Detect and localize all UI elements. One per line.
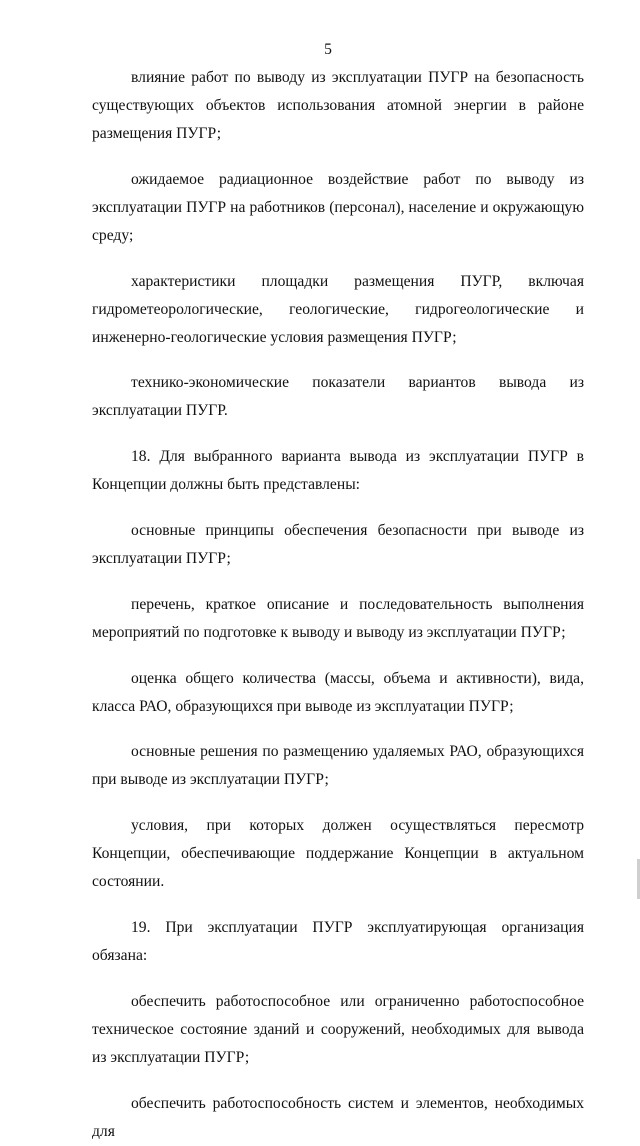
- paragraph-technical-economic-indicators: технико-экономические показатели вариантов вывода из эксплуатации ПУГР.: [92, 374, 584, 420]
- paragraph-concept-revision: условия, при которых должен осуществляться пересмотр Концепции, обеспечивающие поддержание Концепции в актуальном состоянии.: [92, 817, 584, 891]
- clause-19-heading: 19. При эксплуатации ПУГР эксплуатирующая организация обязана:: [92, 918, 584, 964]
- paragraph-rao-assessment: оценка общего количества (массы, объема и активности), вида, класса РАО, образующихся при выводе из эксплуатации ПУГР;: [92, 669, 584, 715]
- paragraph-radiation-impact: ожидаемое радиационное воздействие работ по выводу из эксплуатации ПУГР на работников (персонал), население и окружающую среду;: [92, 170, 584, 244]
- paragraph-safety-principles: основные принципы обеспечения безопасности при выводе из эксплуатации ПУГР;: [92, 521, 584, 567]
- paragraph-site-characteristics: характеристики площадки размещения ПУГР, включая гидрометеорологические, геологические, гидрогеологические и инженерно-геологические условия размещения ПУГР;: [92, 272, 584, 346]
- clause-18-heading: 18. Для выбранного варианта вывода из эксплуатации ПУГР в Концепции должны быть представлены:: [92, 448, 584, 494]
- paragraph-measures-list: перечень, краткое описание и последовательность выполнения мероприятий по подготовке к выводу и выводу из эксплуатации ПУГР;: [92, 595, 584, 641]
- paragraph-rao-placement: основные решения по размещению удаляемых РАО, образующихся при выводе из эксплуатации ПУГР;: [92, 743, 584, 789]
- page-number: 5: [324, 41, 332, 58]
- document-body: [92, 64, 584, 1146]
- paragraph-building-condition: обеспечить работоспособное или ограниченно работоспособное техническое состояние зданий и сооружений, необходимых для вывода из эксплуатации ПУГР;: [92, 992, 584, 1066]
- paragraph-impact-on-existing-facilities: влияние работ по выводу из эксплуатации ПУГР на безопасность существующих объектов использования атомной энергии в районе размещения ПУГР;: [92, 69, 584, 142]
- paragraph-systems-operability: обеспечить работоспособность систем и элементов, необходимых для: [92, 1094, 584, 1140]
